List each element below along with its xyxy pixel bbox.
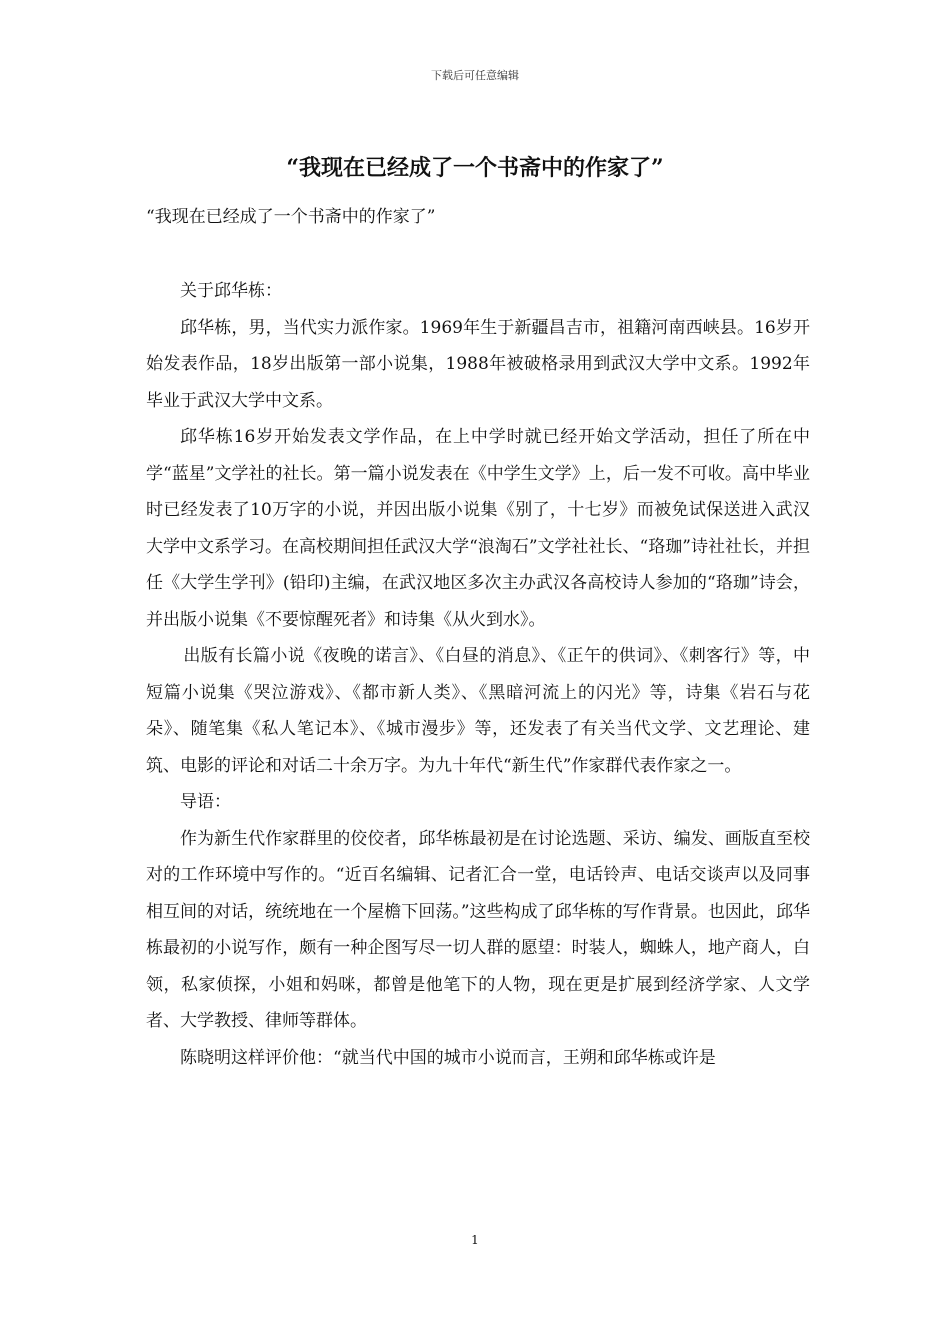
paragraph-early-career: 邱华栋16岁开始发表文学作品，在上中学时就已经开始文学活动，担任了所在中学“蓝星”文学社的社长。第一篇小说发表在《中学生文学》上，后一发不可收。高中毕业时已经发表了10万字的小说，并因出版小说集《别了，十七岁》而被免试保送进入武汉大学中文系学习。在高校期间担任武汉大学“浪淘石”文学社社长、“珞珈”诗社社长，并担任《大学生学刊》(铅印)主编，在武汉地区多次主办武汉各高校诗人参加的“珞珈”诗会，并出版小说集《不要惊醒死者》和诗集《从火到水》。	[146, 427, 810, 630]
paragraph-about-heading: 关于邱华栋：	[180, 281, 282, 301]
body-text	[146, 273, 810, 1076]
paragraph-intro-heading: 导语：	[180, 792, 231, 812]
document-title: “我现在已经成了一个书斋中的作家了”	[286, 155, 664, 181]
paragraph-evaluation: 陈晓明这样评价他：“就当代中国的城市小说而言，王朔和邱华栋或许是	[180, 1047, 716, 1068]
document-subtitle: “我现在已经成了一个书斋中的作家了”	[146, 207, 436, 227]
paragraph-intro: 作为新生代作家群里的佼佼者，邱华栋最初是在讨论选题、采访、编发、画版直至校对的工作环境中写作的。“近百名编辑、记者汇合一堂，电话铃声、电话交谈声以及同事相互间的对话，统统地在一个屋檐下回荡。”这些构成了邱华栋的写作背景。也因此，邱华栋最初的小说写作，颇有一种企图写尽一切人群的愿望：时装人，蜘蛛人，地产商人，白领，私家侦探，小姐和妈咪，都曾是他笔下的人物，现在更是扩展到经济学家、人文学者、大学教授、律师等群体。	[146, 828, 810, 1031]
paragraph-publications: 出版有长篇小说《夜晚的诺言》、《白昼的消息》、《正午的供词》、《刺客行》等，中短篇小说集《哭泣游戏》、《都市新人类》、《黑暗河流上的闪光》等，诗集《岩石与花朵》、随笔集《私人笔记本》、《城市漫步》等，还发表了有关当代文学、文艺理论、建筑、电影的评论和对话二十余万字。为九十年代“新生代”作家群代表作家之一。	[146, 646, 810, 776]
page-number: 1	[471, 1233, 479, 1247]
paragraph-bio: 邱华栋，男，当代实力派作家。1969年生于新疆昌吉市，祖籍河南西峡县。16岁开始发表作品，18岁出版第一部小说集，1988年被破格录用到武汉大学中文系。1992年毕业于武汉大学中文系。	[146, 317, 810, 411]
header-note: 下载后可任意编辑	[431, 69, 519, 82]
